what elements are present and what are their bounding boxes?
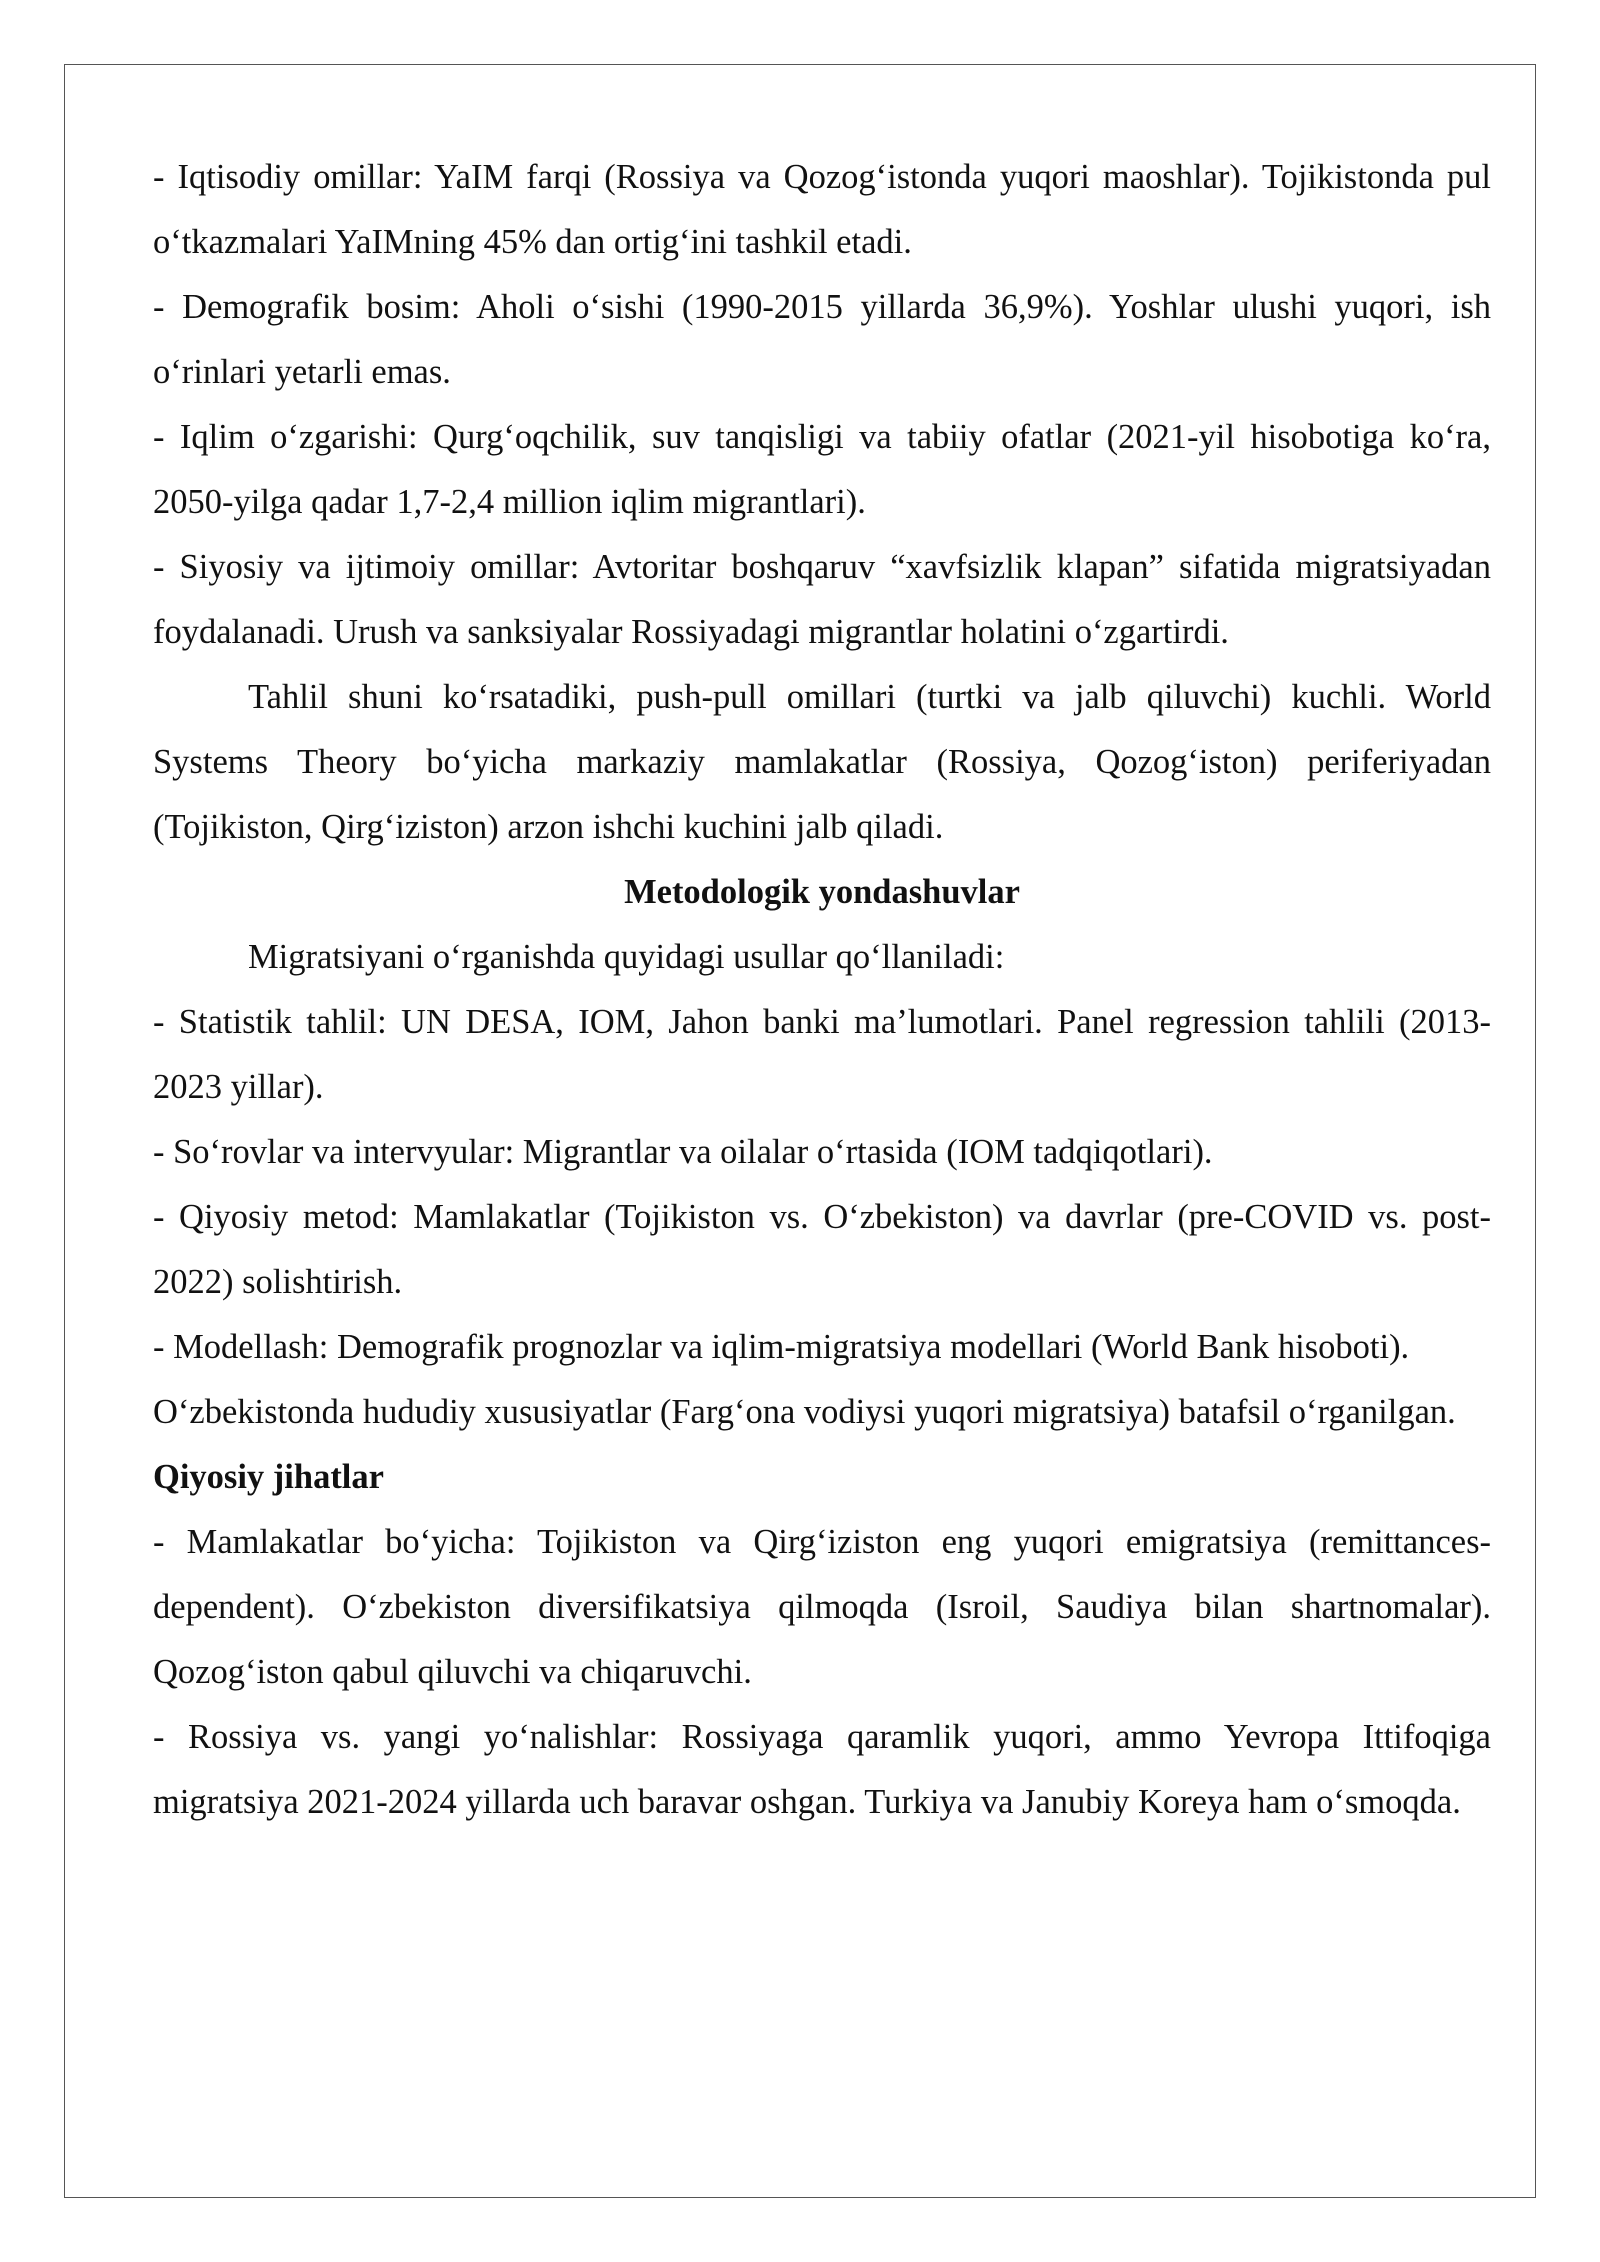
document-body — [153, 145, 1491, 1835]
paragraph-rossiya-yangi: - Rossiya vs. yangi yo‘nalishlar: Rossiyaga qaramlik yuqori, ammo Yevropa Ittifoqiga migratsiya 2021-2024 yillarda uch baravar oshgan. Turkiya va Janubiy Koreya ham o‘smoqda. — [153, 1718, 1491, 1821]
paragraph-qiyosiy-metod: - Qiyosiy metod: Mamlakatlar (Tojikiston vs. O‘zbekiston) va davrlar (pre-COVID vs. post-2022) solishtirish. — [153, 1198, 1491, 1301]
paragraph-iqtisodiy-omillar: - Iqtisodiy omillar: YaIM farqi (Rossiya va Qozog‘istonda yuqori maoshlar). Tojikistonda pul o‘tkazmalari YaIMning 45% dan ortig‘ini tashkil etadi. — [153, 158, 1491, 261]
section-heading-metodologik: Metodologik yondashuvlar — [624, 873, 1020, 911]
paragraph-mamlakatlar: - Mamlakatlar bo‘yicha: Tojikiston va Qirg‘iziston eng yuqori emigratsiya (remittances-dependent). O‘zbekiston diversifikatsiya qilmoqda (Isroil, Saudiya bilan shartnomalar). Qozog‘iston qabul qiluvchi va chiqaruvchi. — [153, 1523, 1491, 1691]
paragraph-statistik-tahlil: - Statistik tahlil: UN DESA, IOM, Jahon banki ma’lumotlari. Panel regression tahlili (2013-2023 yillar). — [153, 1003, 1491, 1106]
paragraph-tahlil: Tahlil shuni ko‘rsatadiki, push-pull omillari (turtki va jalb qiluvchi) kuchli. World Systems Theory bo‘yicha markaziy mamlakatlar (Rossiya, Qozog‘iston) periferiyadan (Tojikiston, Qirg‘iziston) arzon ishchi kuchini jalb qiladi. — [153, 678, 1491, 846]
paragraph-iqlim-ozgarishi: - Iqlim o‘zgarishi: Qurg‘oqchilik, suv tanqisligi va tabiiy ofatlar (2021-yil hisobotiga ko‘ra, 2050-yilga qadar 1,7-2,4 million iqlim migrantlari). — [153, 418, 1491, 521]
paragraph-usullar-intro: Migratsiyani o‘rganishda quyidagi usullar qo‘llaniladi: — [248, 938, 1005, 976]
paragraph-siyosiy-omillar: - Siyosiy va ijtimoiy omillar: Avtoritar boshqaruv “xavfsizlik klapan” sifatida migratsiyadan foydalanadi. Urush va sanksiyalar Rossiyadagi migrantlar holatini o‘zgartirdi. — [153, 548, 1491, 651]
paragraph-sorovlar: - So‘rovlar va intervyular: Migrantlar va oilalar o‘rtasida (IOM tadqiqotlari). — [153, 1133, 1213, 1171]
paragraph-demografik-bosim: - Demografik bosim: Aholi o‘sishi (1990-2015 yillarda 36,9%). Yoshlar ulushi yuqori, ish o‘rinlari yetarli emas. — [153, 288, 1491, 391]
section-heading-qiyosiy: Qiyosiy jihatlar — [153, 1458, 384, 1496]
paragraph-ozbekiston-hududiy: O‘zbekistonda hududiy xususiyatlar (Farg‘ona vodiysi yuqori migratsiya) batafsil o‘rganilgan. — [153, 1393, 1456, 1431]
paragraph-modellash: - Modellash: Demografik prognozlar va iqlim-migratsiya modellari (World Bank hisoboti). — [153, 1328, 1410, 1366]
